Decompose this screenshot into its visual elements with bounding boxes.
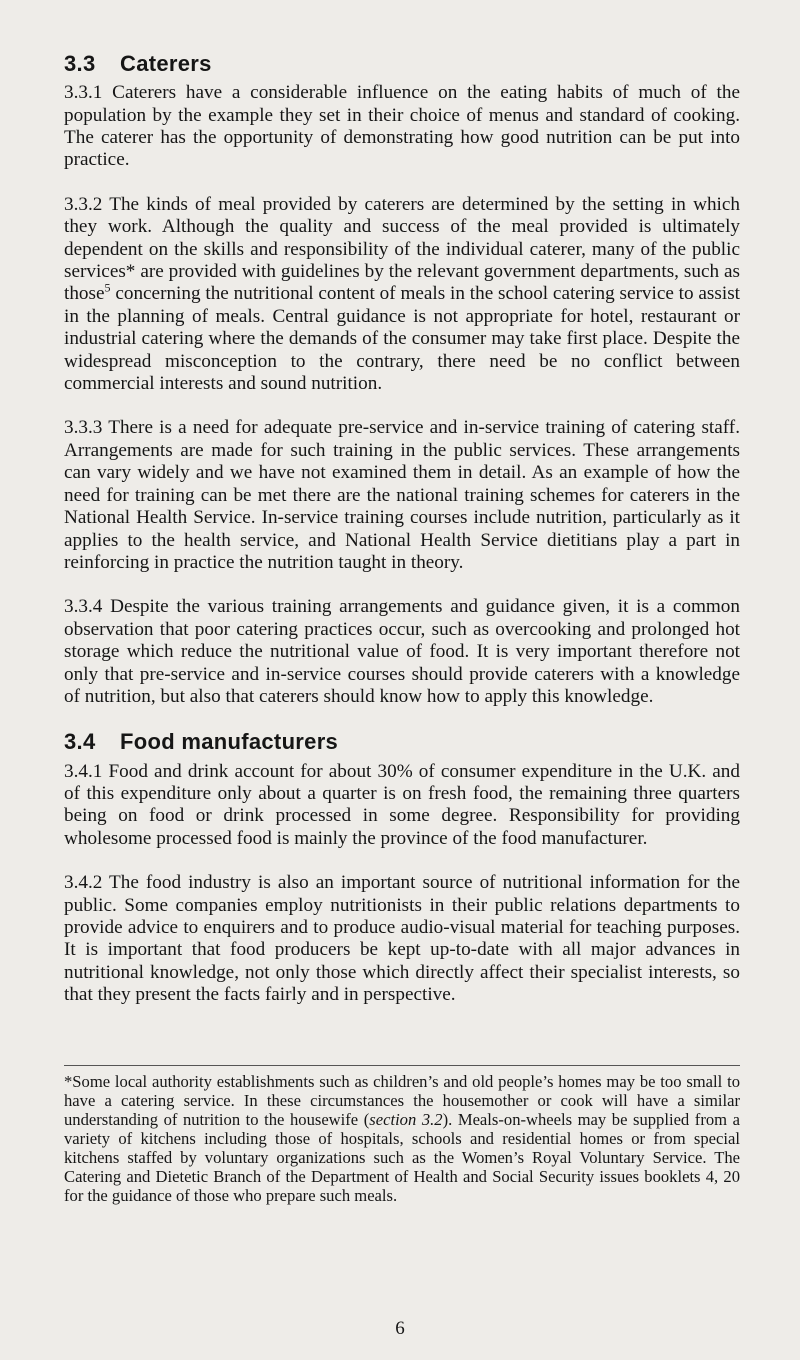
paragraph-text: concerning the nutritional content of meals in the school catering service to assist in the planning of meals. Central guidance is not appropriate for hotel, restaurant or industrial catering where the demands of the consumer may take first place. Despite the widespread misconception to the contrary, there need be no conflict between commercial interests and sound nutrition.	[64, 283, 740, 395]
footnote-text: *Some local authority establishments such as children’s and old people’s homes may be too small to have a catering service. In these circumstances the housemother or cook will have a similar understanding of nutrition to the housewife (	[64, 1071, 740, 1129]
footnote-divider	[64, 1065, 740, 1066]
document-page	[64, 52, 740, 1205]
page-number: 6	[395, 1318, 405, 1339]
paragraph-3-4-1: 3.4.1 Food and drink account for about 30% of consumer expenditure in the U.K. and of this expenditure only about a quarter is on fresh food, the remaining three quarters being on food or drink processed in some degree. Responsibility for providing wholesome processed food is mainly the province of the food manufacturer.	[64, 760, 740, 849]
section-title: Caterers	[120, 51, 212, 76]
section-caterers	[64, 52, 740, 708]
paragraph-3-3-2	[64, 194, 740, 396]
section-number: 3.3	[64, 51, 96, 76]
paragraph-3-3-1: 3.3.1 Caterers have a considerable influence on the eating habits of much of the population by the example they set in their choice of menus and standard of cooking. The caterer has the opportunity of demonstrating how good nutrition can be put into practice.	[64, 82, 740, 171]
paragraph-3-3-3: 3.3.3 There is a need for adequate pre-service and in-service training of catering staff. Arrangements are made for such training in the public services. These arrangements can vary widely and we have not examined them in detail. As an example of how the need for training can be met there are the national training schemes for caterers in the National Health Service. In-service training courses include nutrition, particularly as it applies to the health service, and National Health Service dietitians play a part in reinforcing in practice the nutrition taught in theory.	[64, 417, 740, 573]
paragraph-3-4-2: 3.4.2 The food industry is also an important source of nutritional information for the public. Some companies employ nutritionists in their public relations departments to provide advice to enquirers and to produce audio-visual material for teaching purposes. It is important that food producers be kept up-to-date with all major advances in nutritional knowledge, not only those which directly affect their specialist interests, so that they present the facts fairly and in perspective.	[64, 872, 740, 1006]
footnote-text: ). Meals-on-wheels may be supplied from a variety of kitchens including those of hospitals, schools and residential homes or from special kitchens staffed by voluntary organizations such as the Women’s Royal Voluntary Service. The Catering and Dietetic Branch of the Department of Health and Social Security issues booklets 4, 20 for the guidance of those who prepare such meals.	[64, 1109, 740, 1205]
footnote	[64, 1072, 740, 1205]
section-title: Food manufacturers	[120, 729, 339, 755]
reference-superscript: 5	[104, 281, 111, 296]
paragraph-3-3-4: 3.3.4 Despite the various training arrangements and guidance given, it is a common observation that poor catering practices occur, such as overcooking and prolonged hot storage which reduce the nutritional value of food. It is very important therefore not only that pre-service and in-service courses should provide caterers with a knowledge of nutrition, but also that caterers should know how to apply this knowledge.	[64, 596, 740, 707]
footnote-section-ref: section 3.2	[369, 1109, 443, 1129]
section-number: 3.4	[64, 729, 96, 755]
section-heading	[64, 52, 740, 76]
paragraph-text: 3.3.2 The kinds of meal provided by caterers are determined by the setting in which they work. Although the quality and success of the meal provided is ultimately dependent on the skills and responsibility of the individual caterer, many of the public services* are provided with guidelines by the relevant government departments, such as those	[64, 193, 740, 305]
section-food-manufacturers	[64, 730, 740, 1006]
section-heading	[64, 730, 740, 754]
